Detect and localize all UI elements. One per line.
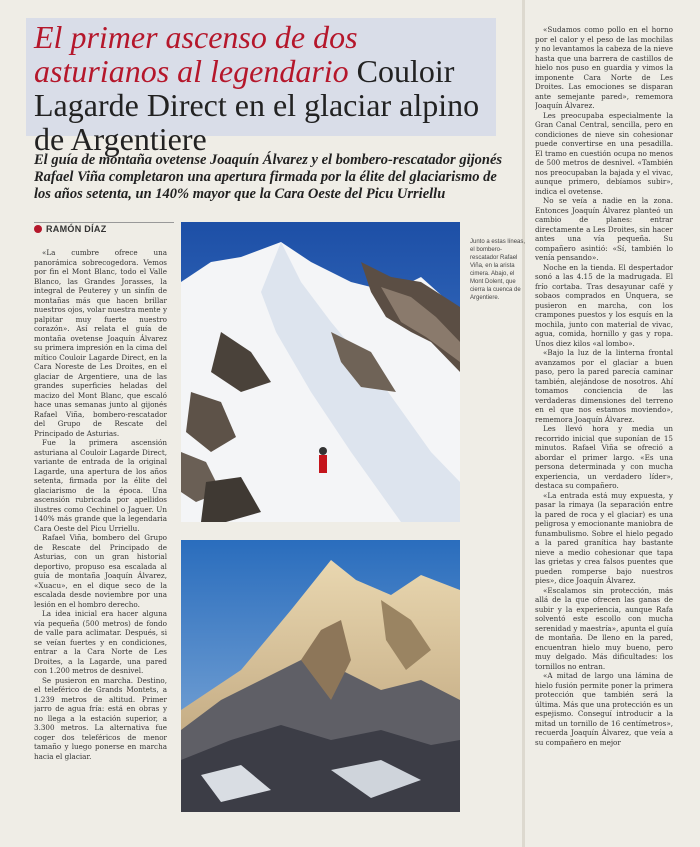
paragraph: Les llevó hora y media un recorrido inicial que suponían de 15 minutos. Rafael Viña se ofreció a abordar el primer largo. «Es una persona determinada y con mucha experiencia, un verdadero líder», destaca su compañero.: [535, 424, 673, 490]
byline-rule: [34, 222, 174, 223]
photo-climber-ridge: [181, 222, 460, 522]
paragraph: Se pusieron en marcha. Destino, el teleférico de Grands Montets, a 1.239 metros de altitud. Primer jarro de agua fría: está en obras y no llega a la estación superior, a 3.300 metros. La alternativa fue coger dos teleféricos de menor tamaño y luego ponerse en marcha hacia el glaciar.: [34, 675, 167, 761]
headline-red-part: El primer ascenso de dos asturianos al legendario: [34, 19, 358, 89]
headline-dark-part: Couloir Lagarde Direct en el glaciar alpino de Argentiere: [34, 53, 480, 157]
article-column-right: [535, 25, 673, 825]
paragraph: «La entrada está muy expuesta, y pasar la rimaya (la separación entre la pared de roca y el glaciar) es una peligrosa y emocionante maniobra de funambulismo. Sobre el hielo pegado a la pared granítica hay bastante nieve a medio cohesionar que tapa las grietas y crea falsos puentes que pueden romperse bajo nuestros pies», dice Joaquín Álvarez.: [535, 490, 673, 585]
byline-author: RAMÓN DÍAZ: [46, 224, 107, 234]
paragraph: «Bajo la luz de la linterna frontal avanzamos por el glaciar a buen paso, pero la pared parecía caminar también, alejándose de nosotros. Ahí tomamos conciencia de las verdaderas dimensiones del terreno en el que nos estamos moviendo», rememora Joaquín Álvarez.: [535, 348, 673, 424]
subheadline: El guía de montaña ovetense Joaquín Álvarez y el bombero-rescatador gijonés Rafael Viña completaron una apertura firmada por la élite del glaciarismo de los años setenta, un 140% mayor que la Cara Oeste del Picu Urriellu: [34, 152, 503, 202]
paragraph: Les preocupaba especialmente la Gran Canal Central, sencilla, pero en condiciones de nieve sin cohesionar puede convertirse en una pesadilla. El tramo en cuestión ocupa no menos de 500 metros de desnivel. «También nos preocupaban la bajada y el vivac, aunque primero, debíamos subir», indica el ovetense.: [535, 110, 673, 196]
byline: [34, 224, 107, 234]
headline: [34, 20, 496, 156]
paragraph: La idea inicial era hacer alguna vía pequeña (500 metros) de fondo de valle para aclimatar. Después, si se veían fuertes y en condiciones, entrar a la Cara Norte de Les Droites, a la Lagarde, una pared con 1.200 metros de desnivel.: [34, 609, 167, 675]
page-fold: [522, 0, 525, 847]
byline-dot-icon: [34, 225, 42, 233]
article-column-left: [34, 248, 167, 820]
paragraph: Fue la primera ascensión asturiana al Couloir Lagarde Direct, variante de entrada de la original Lagarde, una apertura de los años setenta, firmada por la élite del glaciarismo de la época. Una ascensión rubricada por apellidos ilustres como Cechinel o Jaguer. Un 140% más grande que la legendaria Cara Oeste del Picu Urriellu.: [34, 438, 167, 533]
paragraph: Noche en la tienda. El despertador sonó a las 4.15 de la madrugada. El frío cortaba. Tras desayunar café y sobaos comprados en Unquera, se pusieron en marcha, con los crampones puestos y los esquís en la mochila, junto con material de vivac, agua, comida, hornillo y gas y ropa. Unos diez kilos «al lombo».: [535, 262, 673, 348]
paragraph: No se veía a nadie en la zona. Entonces Joaquín Álvarez planteó un cambio de planes: entrar directamente a Les Droites, sin hacer antes una vía pequeña. Su compañero asintió: «Sí, también lo venía pensando».: [535, 196, 673, 262]
paragraph: «Sudamos como pollo en el horno por el calor y el peso de las mochilas y no levantamos la cabeza de la nieve hasta que una barrera de castillos de hielo nos puso en guardia y vimos la imponente Cara Norte de Les Droites. Las emociones se disparan ante semejante pared», rememora Joaquín Álvarez.: [535, 25, 673, 110]
paragraph: «La cumbre ofrece una panorámica sobrecogedora. Vemos por fin el Mont Blanc, todo el Valle Blanco, las Grandes Jorasses, la integral de Peuterey y un sinfín de montañas más que hacen brillar nuestros ojos, volar nuestra mente y palpitar muy fuerte nuestro corazón». Así relata el guía de montaña ovetense Joaquín Álvarez su primera impresión en la cima del mítico Couloir Lagarde Direct, en la Cara Noreste de Les Droites, en el glaciar de Argentiere, una de las grandes superficies heladas del macizo del Mont Blanc, que escaló hace unas semanas junto al gijonés Rafael Viña, bombero-rescatador del Grupo de Rescate del Principado de Asturias.: [34, 248, 167, 438]
photo-caption: Junto a estas líneas, el bombero-rescatador Rafael Viña, en la arista cimera. Abajo, el Mont Dolent, que cierra la cuenca de Argentiere.: [470, 239, 526, 301]
paragraph: «Escalamos sin protección, más allá de la que ofrecen las ganas de subir y la experiencia, aunque Rafa solventó este escollo con mucha serenidad y maestría», apunta el guía de montaña. De lleno en la pared, encuentran hielo muy bueno, pero muy delgado. Más dificultades: los tornillos no entran.: [535, 585, 673, 671]
paragraph: «A mitad de largo una lámina de hielo fusión permite poner la primera protección que también será la última. Más que una protección es un espejismo. Conseguí introducir a la mitad un tornillo de 16 centímetros», recuerda Joaquín Álvarez, que veía a su compañero en mejor: [535, 671, 673, 747]
photo-mont-dolent: [181, 540, 460, 812]
paragraph: Rafael Viña, bombero del Grupo de Rescate del Principado de Asturias, con un gran historial deportivo, propuso esa escalada al guía de montaña Joaquín Álvarez, «Xuacu», en el dique seco de la escalada desde noviembre por una lesión en el hombro derecho.: [34, 533, 167, 609]
